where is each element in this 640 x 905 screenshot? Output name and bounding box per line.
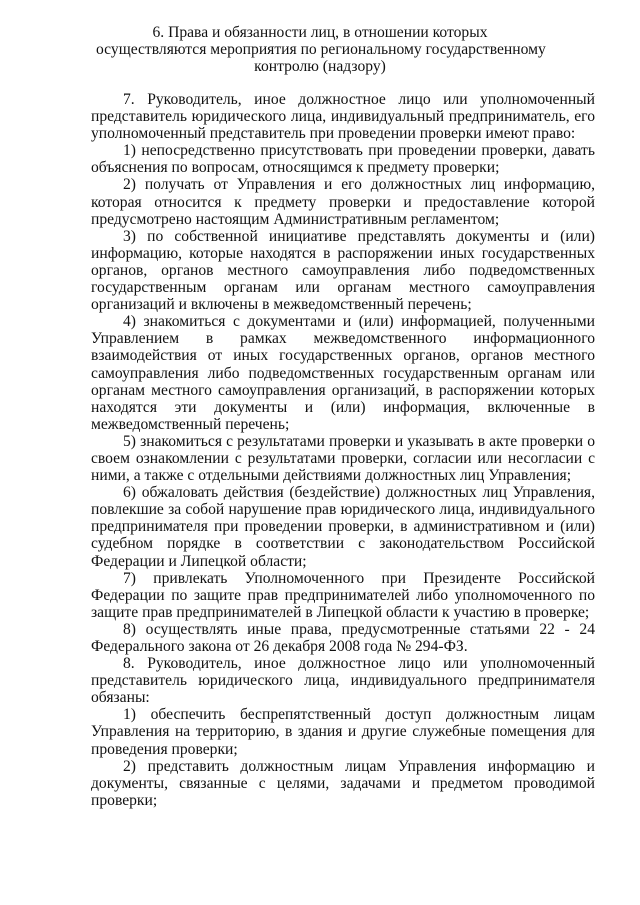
paragraph-7-item-4: 4) знакомиться с документами и (или) информацией, полученными Управлением в рамках межведомственного информационного взаимодействия от иных государственных органов, органов местного самоуправления либо подведомственных государственным органам или органам местного самоуправления организаций, в распоряжении которых находятся эти документы и (или) информация, включенные в межведомственный перечень; — [91, 313, 595, 433]
paragraph-7-item-1: 1) непосредственно присутствовать при проведении проверки, давать объяснения по вопросам, относящимся к предмету проверки; — [91, 142, 595, 177]
paragraph-7-item-6: 6) обжаловать действия (бездействие) должностных лиц Управления, повлекшие за собой нарушение прав юридического лица, индивидуального предпринимателя при проведении проверки, в административном и (или) судебном порядке в соответствии с законодательством Российской Федерации и Липецкой области; — [91, 484, 595, 570]
section-heading-line-2: осуществляются мероприятия по региональному государственному — [96, 41, 546, 59]
paragraph-7-intro: 7. Руководитель, иное должностное лицо или уполномоченный представитель юридического лица, индивидуальный предприниматель, его уполномоченный представитель при проведении проверки имеют право: — [91, 91, 595, 143]
paragraph-7-item-5: 5) знакомиться с результатами проверки и указывать в акте проверки о своем ознакомлении с результатами проверки, согласии или несогласии с ними, а также с отдельными действиями должностных лиц Управления; — [91, 432, 595, 485]
paragraph-7-item-7: 7) привлекать Уполномоченного при Президенте Российской Федерации по защите прав предпринимателей либо уполномоченного по защите прав предпринимателей в Липецкой области к участию в проверке; — [91, 569, 595, 621]
paragraph-8-item-1: 1) обеспечить беспрепятственный доступ должностным лицам Управления на территорию, в здания и другие служебные помещения для проведения проверки; — [91, 706, 595, 758]
paragraph-7-item-8: 8) осуществлять иные права, предусмотренные статьями 22 - 24 Федерального закона от 26 декабря 2008 года № 294-ФЗ. — [91, 620, 595, 655]
section-heading — [96, 24, 544, 76]
document-body — [91, 91, 595, 809]
paragraph-7-item-3: 3) по собственной инициативе представлять документы и (или) информацию, которые находятся в распоряжении иных государственных органов, органов местного самоуправления либо подведомственных государственным органам или органам местного самоуправления организаций и включены в межведомственный перечень; — [91, 227, 595, 314]
paragraph-7-item-2: 2) получать от Управления и его должностных лиц информацию, которая относится к предмету проверки и предоставление которой предусмотрено настоящим Административным регламентом; — [91, 176, 595, 228]
paragraph-8-intro: 8. Руководитель, иное должностное лицо или уполномоченный представитель юридического лица, индивидуального предпринимателя обязаны: — [91, 655, 595, 707]
section-heading-line-3: контролю (надзору) — [254, 58, 386, 76]
section-heading-line-1: 6. Права и обязанности лиц, в отношении которых — [152, 24, 488, 41]
paragraph-8-item-2: 2) представить должностным лицам Управления информацию и документы, связанные с целями, задачами и предметом проводимой проверки; — [91, 757, 595, 809]
